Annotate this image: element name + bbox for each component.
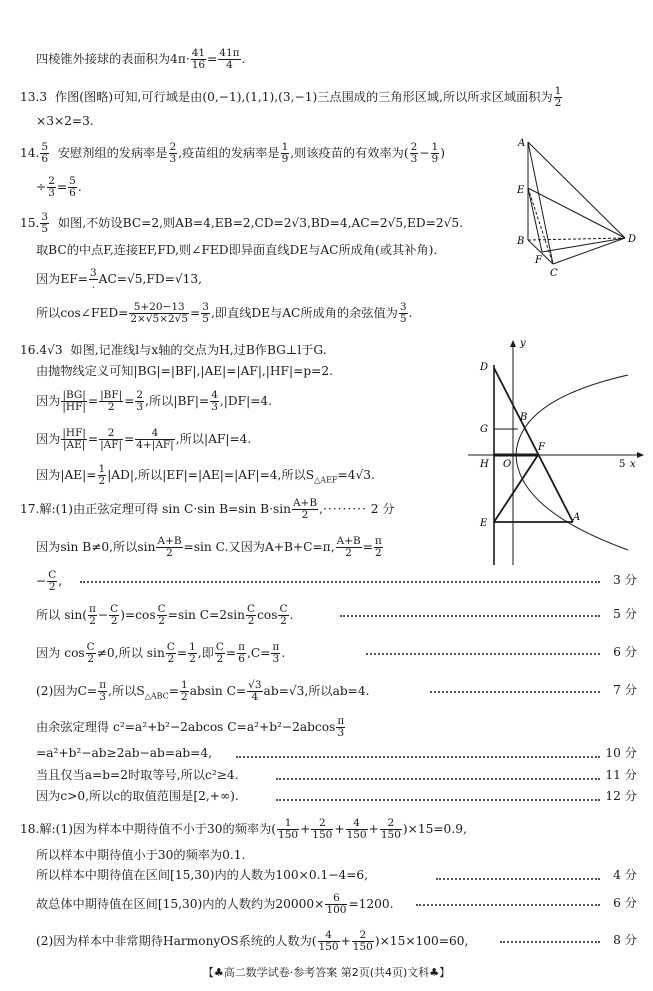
problem-15-line4: 所以cos∠FED= $\frac{5+20-13}{2\times√5\times 2√5}$ = $\frac{3}{5}$ ,即直线DE与AC所成角的余弦值为 $\frac{3}{5}$ . xyxy=(36,301,413,325)
problem-17-line6: (2)因为C= $\frac{\pi}{3}$ ,所以$S_{\triangle ABC}=$ $\frac{1}{2}$ absin C= $\frac{√3}{4}$ ab=√3,所以ab=4. xyxy=(36,679,370,703)
problem-18-line1: 18.解:(1)因为样本中期待值不小于30的频率为( $\frac{1}{150}$ + $\frac{2}{150}$ + $\frac{4}{150}$ + $\frac{2}{150}$ )×15=0.9, xyxy=(20,817,467,841)
problem-17-line4: 所以 sin( $\frac{\pi}{2}$ − $\frac{C}{2}$ )=cos $\frac{C}{2}$ =sin C=2sin $\frac{C}{2}$ cos $\frac{C}{2}$ . xyxy=(36,603,294,627)
dot-leader xyxy=(276,778,600,780)
problem-16-line3: 因为 $\frac{|BG|}{|HF|}$ = $\frac{|BF|}{2}$ = $\frac{2}{3}$ ,所以|BF|= $\frac{4}{3}$ ,|DF|=4. xyxy=(36,389,273,413)
problem-18-line2: 所以样本中期待值小于30的频率为0.1. xyxy=(36,848,246,862)
figure-16-parabola xyxy=(468,340,646,572)
fig15-label-D: D xyxy=(628,234,637,245)
problem-18-line4: 故总体中期待值在区间[15,30)内的人数约为20000× $\frac{6}{100}$ =1200. xyxy=(36,892,394,916)
problem-17-line10: 因为c>0,所以c的取值范围是[2,+∞). xyxy=(36,789,239,803)
points-5: 5 分 xyxy=(613,607,637,621)
problem-17-line1: 17.解:(1)由正弦定理可得 sin C·sin B=sin B·sin $\frac{A+B}{2}$ ,········· 2 分 xyxy=(20,497,395,521)
fig16-label-B: B xyxy=(520,412,528,423)
dot-leader xyxy=(236,756,600,758)
fig16-label-G: G xyxy=(480,424,488,435)
problem-17-line7: 由余弦定理得 c²=a²+b²−2abcos C=a²+b²−2abcos $\frac{\pi}{3}$ xyxy=(36,715,345,739)
problem-13-line2: ×3×2=3. xyxy=(36,114,94,128)
problem-15-line1: 15. $\frac{3}{5}$ 如图,不妨设BC=2,则AB=4,EB=2,CD=2√3,BD=4,AC=2√5,ED=2√5. xyxy=(20,211,464,235)
fig16-label-H: H xyxy=(480,459,489,470)
dot-leader xyxy=(436,878,600,880)
points-8: 8 分 xyxy=(613,933,637,947)
dot-leader xyxy=(340,615,600,617)
fig16-label-E: E xyxy=(480,518,488,529)
problem-16-line4: 因为 $\frac{|HF|}{|AE|}$ = $\frac{2}{|AF|}$ = $\frac{4}{4+|AF|}$ ,所以|AF|=4. xyxy=(36,427,252,451)
points-4: 4 分 xyxy=(613,868,637,882)
dot-leader xyxy=(80,581,600,583)
problem-17-line9: 当且仅当a=b=2时取等号,所以c²≥4. xyxy=(36,768,239,782)
problem-17-line3: − $\frac{C}{2}$ , xyxy=(36,569,63,593)
problem-15-line2: 取BC的中点F,连接EF,FD,则∠FED即异面直线DE与AC所成角(或其补角). xyxy=(36,243,438,257)
fig16-label-y: y xyxy=(520,340,526,349)
points-12: 12 分 xyxy=(605,789,637,803)
fig16-label-D: D xyxy=(480,362,489,373)
figure-15-tetrahedron xyxy=(508,130,648,280)
points-6: 6 分 xyxy=(613,645,637,659)
points-3: 3 分 xyxy=(613,573,637,587)
fig15-label-F: F xyxy=(535,255,542,266)
problem-16-line2: 由抛物线定义可知|BG|=|BF|,|AE|=|AF|,|HF|=p=2. xyxy=(36,364,333,378)
fig16-label-x: x xyxy=(630,459,636,470)
fig16-label-F: F xyxy=(538,442,545,453)
fig15-label-B: B xyxy=(517,236,525,247)
fig15-label-E: E xyxy=(517,185,525,196)
fig15-label-A: A xyxy=(518,138,526,149)
problem-17-line5: 因为 cos $\frac{C}{2}$ ≠0,所以 sin $\frac{C}{2}$ = $\frac{1}{2}$ ,即 $\frac{C}{2}$ = $\frac{\pi}{6}$ ,C= $\frac{\pi}{3}$ . xyxy=(36,641,286,665)
fig16-label-A: A xyxy=(573,512,581,523)
dot-leader xyxy=(500,941,600,943)
problem-16-line5: 因为|AE|= $\frac{1}{2}$ |AD|,所以|EF|=|AE|=|AF|=4,所以$S_{\triangle AEF}=4√3$. xyxy=(36,463,375,487)
dot-leader xyxy=(430,691,600,693)
points-10: 10 分 xyxy=(605,746,637,760)
dot-leader xyxy=(416,904,600,906)
fig16-label-5: 5 xyxy=(619,459,626,470)
problem-18-line3: 所以样本中期待值在区间[15,30)内的人数为100×0.1−4=6, xyxy=(36,868,369,882)
header-line: 四棱锥外接球的表面积为4π· $\frac{41}{16}$ = $\frac{41\pi}{4}$ . xyxy=(36,47,246,71)
problem-13-line1: 13.3 作图(图略)可知,可行域是由(0,−1),(1,1),(3,−1)三点围成的三角形区域,所以所求区域面积为 $\frac{1}{2}$ xyxy=(20,85,562,109)
problem-17-line2: 因为sin B≠0,所以sin $\frac{A+B}{2}$ =sin C.又因为A+B+C=π, $\frac{A+B}{2}$ = $\frac{\pi}{2}$ xyxy=(36,535,382,559)
dot-leader xyxy=(276,799,600,801)
points-6b: 6 分 xyxy=(613,896,637,910)
problem-18-line5: (2)因为样本中非常期待HarmonyOS系统的人数为( $\frac{4}{150}$ + $\frac{2}{150}$ )×15×100=60, xyxy=(36,929,469,953)
points-7: 7 分 xyxy=(613,683,637,697)
fig15-label-C: C xyxy=(550,268,558,279)
dot-leader xyxy=(366,653,600,655)
problem-16-line1: 16.4√3 如图,记准线l与x轴的交点为H,过B作BG⊥l于G. xyxy=(20,343,327,357)
fig16-label-O: O xyxy=(503,459,512,470)
page-footer: 【♣高二数学试卷·参考答案 第2页(共4页)文科♣】 xyxy=(202,966,451,979)
problem-15-line3: 因为EF= 3 . AC=√5,FD=√13, xyxy=(36,267,202,291)
problem-17-line8: =a²+b²−ab≥2ab−ab=ab=4, xyxy=(36,746,212,760)
problem-14-line1: 14. $\frac{5}{6}$ 安慰剂组的发病率是 $\frac{2}{3}$ ,疫苗组的发病率是 $\frac{1}{9}$ ,则该疫苗的有效率为( $\frac{2}{3}$ − $\frac{1}{9}$ ) xyxy=(20,141,445,165)
problem-14-line2: ÷ $\frac{2}{3}$ = $\frac{5}{6}$ . xyxy=(36,175,82,199)
points-11: 11 分 xyxy=(605,768,637,782)
